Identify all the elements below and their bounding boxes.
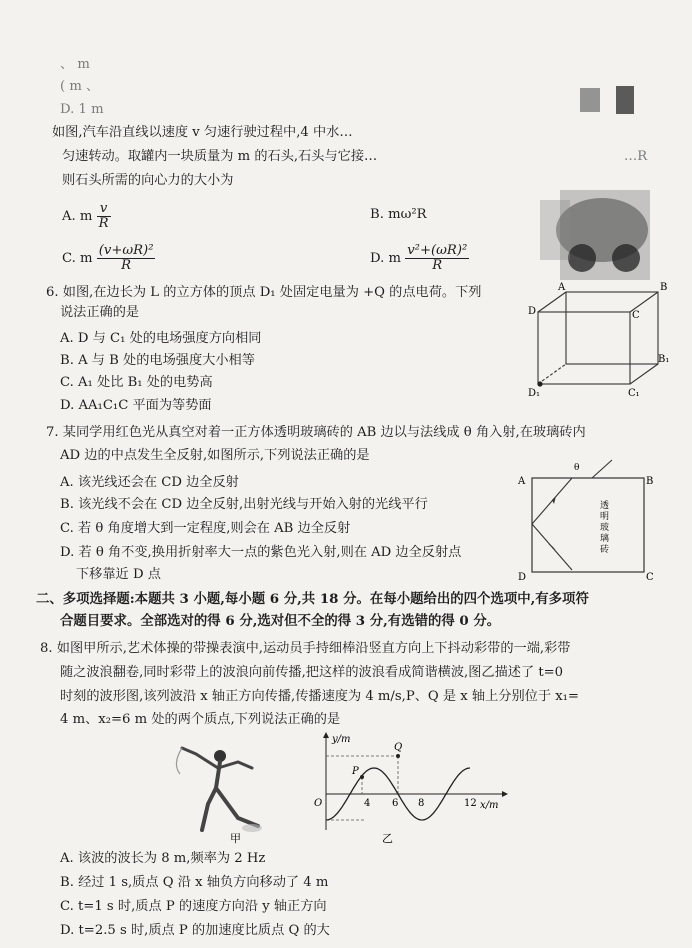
glass-label-c: C bbox=[646, 572, 654, 583]
q8-stem-line-2: 随之波浪翻卷,同时彩带上的波浪向前传播,把这样的波浪看成简谐横波,图乙描述了 t=0 bbox=[60, 665, 564, 680]
q6-stem-line-1: 6. 如图,在边长为 L 的立方体的顶点 D₁ 处固定电量为 +Q 的点电荷。下列 bbox=[46, 285, 482, 300]
fragment-line-3: D. 1 m bbox=[60, 102, 104, 117]
q7-stem-line-1: 7. 某同学用红色光从真空对着一正方体透明玻璃砖的 AB 边以与法线成 θ 角入射,在玻璃砖内 bbox=[46, 425, 586, 440]
q5-stem-line-1: 如图,汽车沿直线以速度 v 匀速行驶过程中,4 中水… bbox=[52, 125, 353, 140]
q7-option-d-line-1[interactable]: D. 若 θ 角不变,换用折射率大一点的紫色光入射,则在 AD 边全反射点 bbox=[60, 545, 462, 560]
tick-4: 4 bbox=[364, 798, 371, 809]
figure-jia-label: 甲 bbox=[230, 832, 241, 845]
q6-option-a[interactable]: A. D 与 C₁ 处的电场强度方向相同 bbox=[60, 331, 262, 346]
glass-brick-figure bbox=[516, 456, 656, 582]
q7-option-c[interactable]: C. 若 θ 角度增大到一定程度,则会在 AB 边全反射 bbox=[60, 521, 351, 536]
glass-label-a: A bbox=[518, 476, 526, 487]
section-2-header-line-1: 二、多项选择题:本题共 3 小题,每小题 6 分,共 18 分。在每小题给出的四个选项中,有多项符 bbox=[36, 591, 589, 607]
fragment-line-1: 、 m bbox=[60, 57, 90, 72]
graph-origin: O bbox=[314, 798, 323, 809]
fragment-line-2: ( m 、 bbox=[60, 79, 100, 94]
q7-option-a[interactable]: A. 该光线还会在 CD 边全反射 bbox=[60, 475, 239, 490]
refracted-ray bbox=[532, 478, 572, 524]
tick-12: 12 bbox=[464, 798, 477, 809]
q8-option-c[interactable]: C. t=1 s 时,质点 P 的速度方向沿 y 轴正方向 bbox=[60, 899, 327, 914]
glass-label-b: B bbox=[646, 476, 654, 487]
incident-ray bbox=[592, 460, 612, 478]
graph-ylabel: y/m bbox=[332, 734, 351, 745]
cube-label-b: B bbox=[660, 282, 668, 293]
q8-option-a[interactable]: A. 该波的波长为 8 m,频率为 2 Hz bbox=[60, 851, 266, 866]
q8-option-b[interactable]: B. 经过 1 s,质点 Q 沿 x 轴负方向移动了 4 m bbox=[60, 875, 329, 890]
cube-figure bbox=[528, 282, 668, 400]
q5-option-b[interactable]: B. mω²R bbox=[370, 207, 427, 222]
label-p: P bbox=[352, 766, 359, 777]
q7-stem-line-2: AD 边的中点发生全反射,如图所示,下列说法正确的是 bbox=[60, 448, 370, 463]
q5-stem-line-2-tail: …R bbox=[624, 149, 648, 164]
glass-text-4: 璃 bbox=[600, 534, 610, 544]
wave-graph bbox=[306, 730, 516, 848]
q5-option-a[interactable]: A. m $\frac{v}{R}$ bbox=[62, 201, 109, 231]
q7-option-b[interactable]: B. 该光线不会在 CD 边全反射,出射光线与开始入射的光线平行 bbox=[60, 497, 428, 512]
cube-label-d: D bbox=[528, 306, 537, 317]
cube-label-d1: D₁ bbox=[528, 388, 541, 399]
figure-yi-label: 乙 bbox=[382, 832, 393, 845]
tick-6: 6 bbox=[392, 798, 399, 809]
q7-option-d-line-2[interactable]: 下移靠近 D 点 bbox=[76, 567, 161, 582]
truck-photo bbox=[540, 80, 650, 285]
q6-option-d[interactable]: D. AA₁C₁C 平面为等势面 bbox=[60, 398, 212, 413]
section-2-header-line-2: 合题目要求。全部选对的得 6 分,选对但不全的得 3 分,有选错的得 0 分。 bbox=[60, 613, 501, 629]
q6-option-c[interactable]: C. A₁ 处比 B₁ 处的电势高 bbox=[60, 375, 213, 390]
tick-8: 8 bbox=[418, 798, 425, 809]
point-charge-dot bbox=[537, 381, 542, 386]
q5-stem-line-3: 则石头所需的向心力的大小为 bbox=[62, 173, 234, 188]
cube-label-c: C bbox=[632, 310, 640, 321]
glass-text-5: 砖 bbox=[600, 545, 610, 555]
point-q bbox=[396, 754, 400, 758]
q5-option-d[interactable]: D. m $\frac{\text{v²+(ωR)²}}{R}$ bbox=[370, 243, 468, 273]
q8-stem-line-3: 时刻的波形图,该列波沿 x 轴正方向传播,传播速度为 4 m/s,P、Q 是 x 轴上分别位于 x₁= bbox=[60, 689, 579, 704]
glass-text-1: 透 bbox=[600, 501, 610, 511]
q5-stem-line-2: 匀速转动。取罐内一块质量为 m 的石头,石头与它接… bbox=[62, 149, 378, 164]
q6-stem-line-2: 说法正确的是 bbox=[60, 305, 140, 320]
gymnast-photo bbox=[168, 734, 278, 846]
glass-text-3: 玻 bbox=[600, 523, 610, 533]
q8-stem-line-4: 4 m、x₂=6 m 处的两个质点,下列说法正确的是 bbox=[60, 712, 341, 727]
q5-option-c[interactable]: C. m $\frac{\text{(v+ωR)²}}{R}$ bbox=[62, 243, 154, 273]
glass-text-2: 明 bbox=[600, 512, 610, 522]
cube-label-b1: B₁ bbox=[658, 354, 670, 365]
q6-option-b[interactable]: B. A 与 B 处的电场强度大小相等 bbox=[60, 353, 255, 368]
graph-xlabel: x/m bbox=[480, 800, 499, 811]
point-p bbox=[360, 775, 364, 779]
glass-label-d: D bbox=[518, 572, 527, 583]
cube-label-a: A bbox=[558, 282, 566, 293]
label-q: Q bbox=[394, 742, 403, 753]
cube-label-c1: C₁ bbox=[628, 388, 640, 399]
q8-stem-line-1: 8. 如图甲所示,艺术体操的带操表演中,运动员手持细棒沿竖直方向上下抖动彩带的一端,彩带 bbox=[40, 641, 571, 656]
q8-option-d[interactable]: D. t=2.5 s 时,质点 P 的加速度比质点 Q 的大 bbox=[60, 923, 330, 938]
theta-label: θ bbox=[574, 463, 580, 473]
